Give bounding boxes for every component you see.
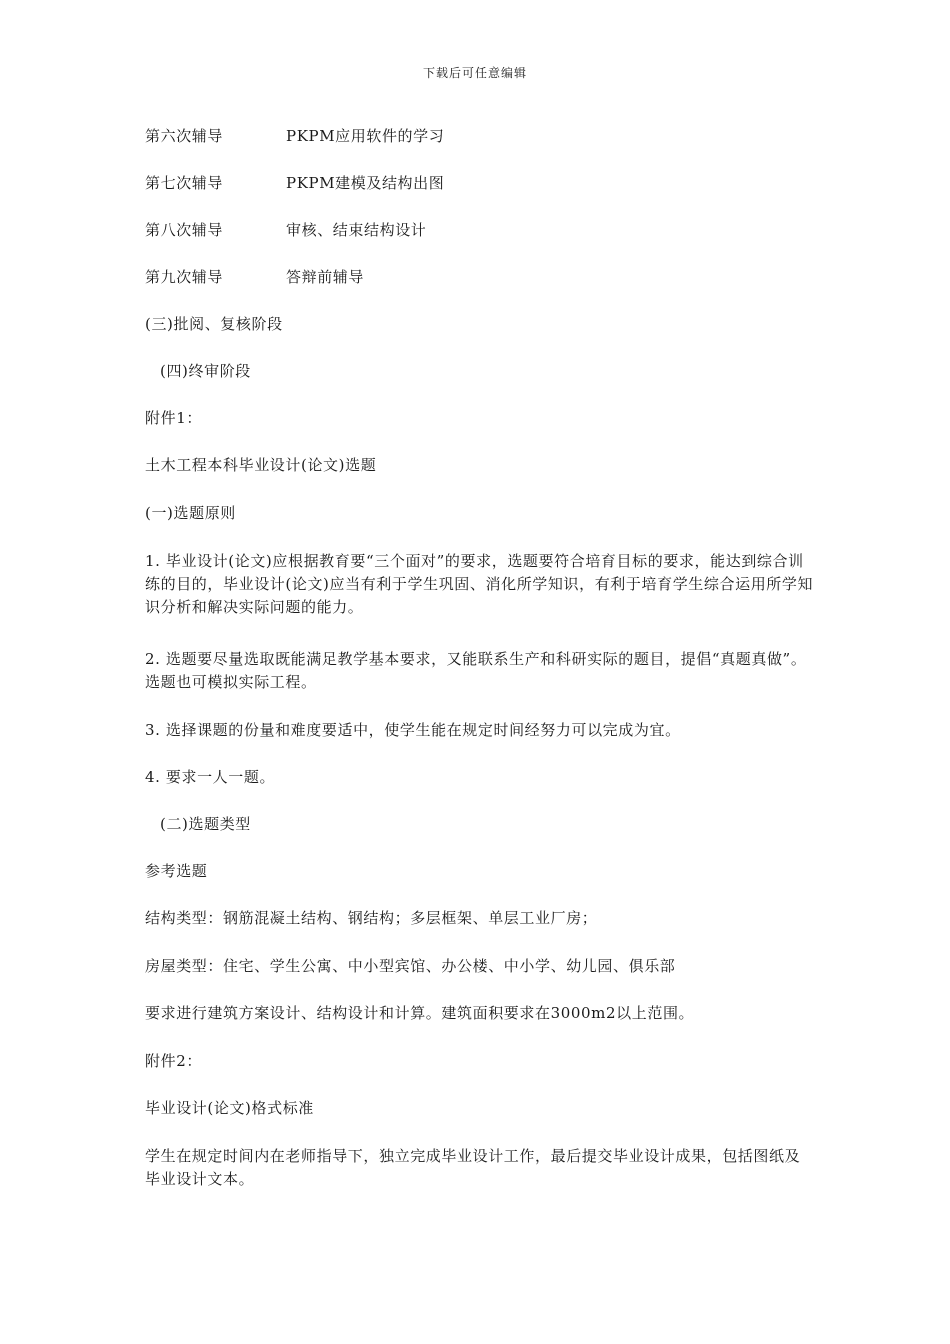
page-header: 下载后可任意编辑 [422,66,527,80]
body-paragraph: 2. 选题要尽量选取既能满足教学基本要求，又能联系生产和科研实际的题目，提倡“真题真做”。选题也可模拟实际工程。 [145,650,807,691]
schedule-label: 第六次辅导 [145,127,224,145]
section-heading: (四)终审阶段 [160,362,251,380]
schedule-row [145,219,815,242]
schedule-content: PKPM建模及结构出图 [286,174,445,192]
body-paragraph: 房屋类型：住宅、学生公寓、中小型宾馆、办公楼、中小学、幼儿园、俱乐部 [145,957,676,975]
body-paragraph: 结构类型：钢筋混凝土结构、钢结构；多层框架、单层工业厂房； [145,909,598,927]
schedule-label: 第八次辅导 [145,221,224,239]
schedule-label: 第九次辅导 [145,268,224,286]
schedule-content: PKPM应用软件的学习 [286,127,445,145]
doc-title: 毕业设计(论文)格式标准 [145,1099,314,1117]
section-heading: (二)选题类型 [160,815,251,833]
schedule-row [145,266,815,289]
schedule-content: 审核、结束结构设计 [286,221,427,239]
body-paragraph: 学生在规定时间内在老师指导下，独立完成毕业设计工作，最后提交毕业设计成果，包括图纸及毕业设计文本。 [145,1147,801,1188]
body-paragraph: 4. 要求一人一题。 [145,768,276,786]
body-paragraph: 要求进行建筑方案设计、结构设计和计算。建筑面积要求在3000m2以上范围。 [145,1004,695,1022]
section-heading: (三)批阅、复核阶段 [145,315,283,333]
schedule-row [145,125,815,148]
schedule-content: 答辩前辅导 [286,268,365,286]
body-paragraph: 3. 选择课题的份量和难度要适中，使学生能在规定时间经努力可以完成为宜。 [145,721,681,739]
schedule-row [145,172,815,195]
appendix-label: 附件1： [145,409,202,427]
body-paragraph: 参考选题 [145,862,208,880]
appendix-label: 附件2： [145,1052,202,1070]
doc-title: 土木工程本科毕业设计(论文)选题 [145,456,377,474]
body-paragraph: 1. 毕业设计(论文)应根据教育要“三个面对”的要求，选题要符合培育目标的要求，能达到综合训练的目的，毕业设计(论文)应当有利于学生巩固、消化所学知识，有利于培育学生综合运用所学知识分析和解决实际问题的能力。 [145,552,814,616]
schedule-label: 第七次辅导 [145,174,224,192]
section-heading: (一)选题原则 [145,504,236,522]
